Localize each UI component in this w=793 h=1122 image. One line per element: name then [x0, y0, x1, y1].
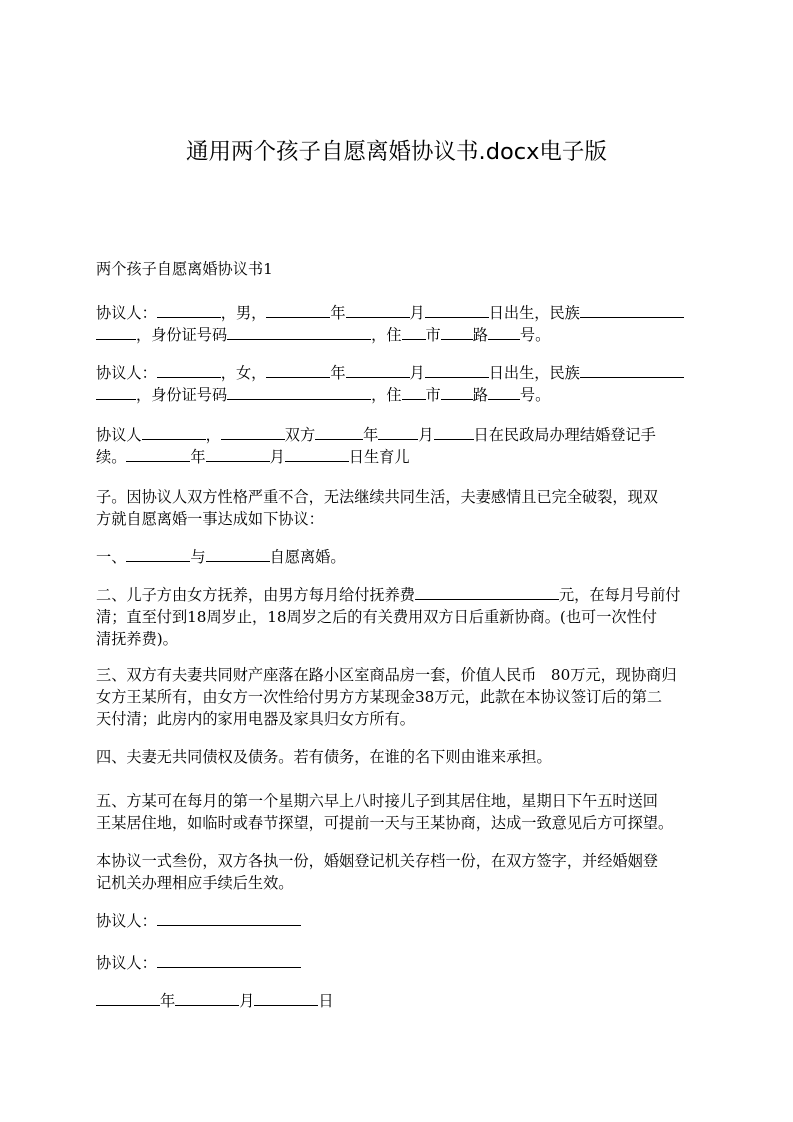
ethnicity-blank[interactable] [580, 363, 684, 378]
clause-1: 一、 与 自愿离婚。 [96, 548, 346, 566]
year-blank[interactable] [126, 447, 190, 462]
party2-line1: 协议人： ，女， 年 月 日出生，民族 [96, 362, 684, 384]
agreement-heading: 两个孩子自愿离婚协议书1 [96, 260, 273, 278]
year-blank[interactable] [315, 425, 363, 440]
number-blank[interactable] [488, 325, 520, 340]
clause-2-line2: 清；直至付到18周岁止，18周岁之后的有关费用双方日后重新协商。(也可一次性付 [96, 608, 657, 626]
marriage-line2: 续。 年 月 日生育儿 [96, 448, 410, 466]
document-title: 通用两个孩子自愿离婚协议书.docx电子版 [186, 139, 607, 165]
year-blank[interactable] [96, 991, 160, 1006]
clause-5-line1: 五、方某可在每月的第一个星期六早上八时接儿子到其居住地，星期日下午五时送回 [96, 792, 658, 810]
year-blank[interactable] [266, 363, 330, 378]
signature-line-1: 协议人： [96, 910, 301, 932]
city-blank[interactable] [402, 325, 426, 340]
day-blank[interactable] [254, 991, 318, 1006]
day-blank[interactable] [434, 425, 474, 440]
ethnicity-blank[interactable] [580, 303, 684, 318]
clause-3-line3: 天付清；此房内的家用电器及家具归女方所有。 [96, 710, 415, 728]
month-blank[interactable] [346, 303, 410, 318]
name-blank[interactable] [221, 425, 285, 440]
clause-2-line3: 清抚养费)。 [96, 630, 178, 648]
name-blank[interactable] [157, 363, 221, 378]
name-blank[interactable] [206, 547, 270, 562]
marriage-line1: 协议人 ， 双方 年 月 日在民政局办理结婚登记手 [96, 426, 656, 444]
final-line2: 记机关办理相应手续后生效。 [96, 874, 294, 892]
year-blank[interactable] [266, 303, 330, 318]
month-blank[interactable] [378, 425, 418, 440]
ethnicity-blank-cont[interactable] [96, 325, 136, 340]
name-blank[interactable] [157, 303, 221, 318]
signature-blank[interactable] [157, 911, 301, 926]
clause-2-line1: 二、儿子方由女方抚养，由男方每月给付抚养费 元，在每月号前付 [96, 586, 681, 604]
support-fee-blank[interactable] [415, 585, 559, 600]
party2-line2: ，身份证号码 ，住 市 路 号。 [96, 384, 550, 406]
reason-line1: 子。因协议人双方性格严重不合，无法继续共同生活，夫妻感情且已完全破裂，现双 [96, 488, 658, 506]
date-line: 年 月 日 [96, 990, 334, 1012]
city-blank[interactable] [402, 385, 426, 400]
clause-3-line2: 女方王某所有，由女方一次性给付男方方某现金38万元，此款在本协议签订后的第二 [96, 688, 663, 706]
month-blank[interactable] [346, 363, 410, 378]
road-blank[interactable] [441, 325, 473, 340]
party1-line2: ，身份证号码 ，住 市 路 号。 [96, 324, 550, 346]
month-blank[interactable] [206, 447, 270, 462]
road-blank[interactable] [441, 385, 473, 400]
day-blank[interactable] [425, 303, 489, 318]
day-blank[interactable] [425, 363, 489, 378]
signature-line-2: 协议人： [96, 952, 301, 974]
clause-5-line2: 王某居住地，如临时或春节探望，可提前一天与王某协商，达成一致意见后方可探望。 [96, 814, 674, 832]
clause-3-line1: 三、双方有夫妻共同财产座落在路小区室商品房一套，价值人民币 80万元，现协商归 [96, 666, 677, 684]
name-blank[interactable] [126, 547, 190, 562]
number-blank[interactable] [488, 385, 520, 400]
name-blank[interactable] [142, 425, 206, 440]
ethnicity-blank-cont[interactable] [96, 385, 136, 400]
clause-4: 四、夫妻无共同债权及债务。若有债务，在谁的名下则由谁来承担。 [96, 748, 552, 766]
id-number-blank[interactable] [227, 385, 371, 400]
signature-blank[interactable] [157, 953, 301, 968]
final-line1: 本协议一式叁份，双方各执一份，婚姻登记机关存档一份，在双方签字，并经婚姻登 [96, 852, 658, 870]
reason-line2: 方就自愿离婚一事达成如下协议： [96, 510, 324, 528]
party1-line1: 协议人： ，男， 年 月 日出生，民族 [96, 302, 684, 324]
id-number-blank[interactable] [227, 325, 371, 340]
day-blank[interactable] [285, 447, 349, 462]
month-blank[interactable] [175, 991, 239, 1006]
